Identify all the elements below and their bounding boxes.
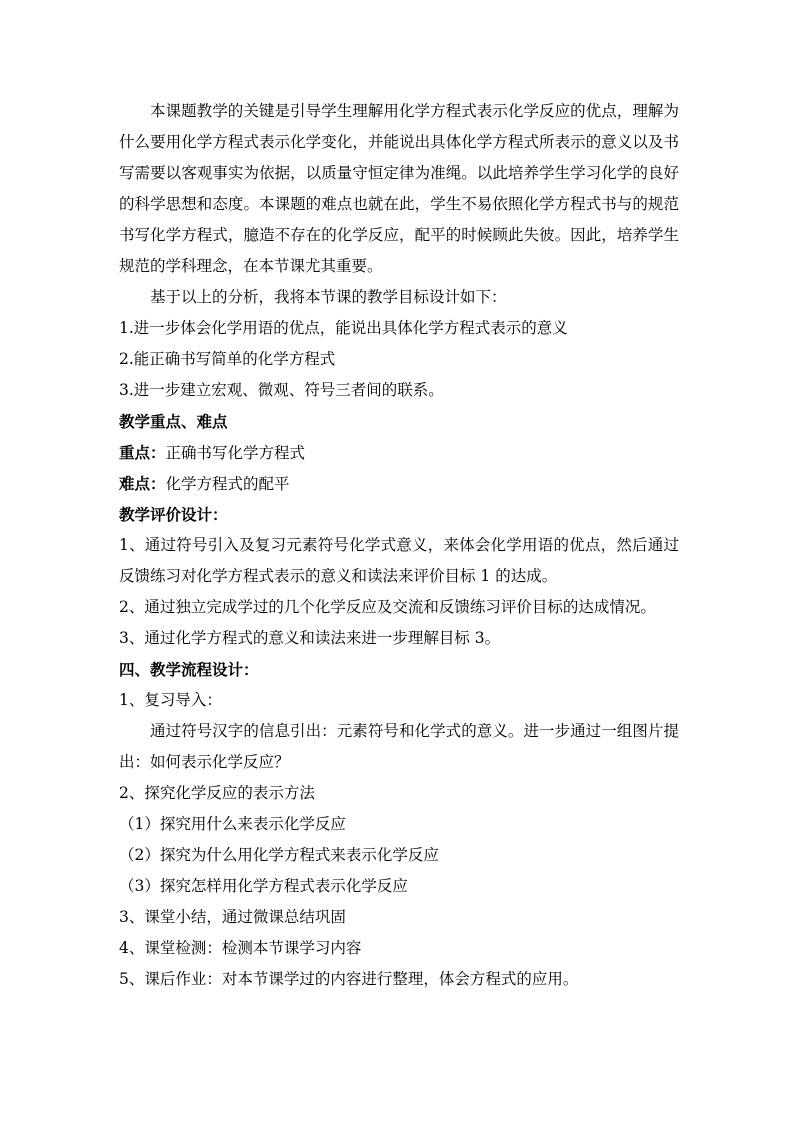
focus-label: 重点： [119, 443, 166, 462]
evaluation-item-2: 2、通过独立完成学过的几个化学反应及交流和反馈练习评价目标的达成情况。 [119, 598, 656, 616]
difficulty-label: 难点： [119, 474, 166, 493]
process-step-2: 2、探究化学反应的表示方法 [119, 784, 315, 802]
key-points-heading: 教学重点、难点 [119, 412, 228, 431]
process-step-4: 4、课堂检测：检测本节课学习内容 [119, 939, 362, 957]
evaluation-item-1: 1、通过符号引入及复习元素符号化学式意义，来体会化学用语的优点，然后通过反馈练习对化学方程式表示的意义和读法来评价目标 1 的达成。 [119, 536, 679, 585]
process-step-2-sub-2: （2）探究为什么用化学方程式来表示化学反应 [119, 846, 439, 864]
objectives-intro: 基于以上的分析，我将本节课的教学目标设计如下： [150, 288, 507, 306]
difficulty-line [119, 468, 679, 499]
process-step-2-sub-3: （3）探究怎样用化学方程式表示化学反应 [119, 877, 408, 895]
focus-line [119, 437, 679, 468]
intro-paragraph: 本课题教学的关键是引导学生理解用化学方程式表示化学反应的优点，理解为什么要用化学方程式表示化学变化，并能说出具体化学方程式所表示的意义以及书写需要以客观事实为依据，以质量守恒定律为准绳。以此培养学生学习化学的良好的科学思想和态度。本课题的难点也就在此，学生不易依照化学方程式书与的规范书写化学方程式，臆造不存在的化学反应，配平的时候顾此失彼。因此，培养学生规范的学科理念，在本节课尤其重要。 [119, 102, 679, 275]
objective-3: 3.进一步建立宏观、微观、符号三者间的联系。 [119, 381, 444, 399]
process-step-5: 5、课后作业：对本节课学过的内容进行整理，体会方程式的应用。 [119, 970, 579, 988]
process-step-3: 3、课堂小结，通过微课总结巩固 [119, 908, 346, 926]
document-page [119, 96, 679, 995]
evaluation-heading: 教学评价设计： [119, 505, 228, 524]
focus-text: 正确书写化学方程式 [165, 444, 306, 462]
process-step-1: 1、复习导入： [119, 691, 222, 709]
evaluation-item-3: 3、通过化学方程式的意义和读法来进一步理解目标 3。 [119, 629, 501, 647]
process-step-2-sub-1: （1）探究用什么来表示化学反应 [119, 815, 346, 833]
objective-1: 1.进一步体会化学用语的优点，能说出具体化学方程式表示的意义 [119, 319, 568, 337]
process-heading: 四、教学流程设计： [119, 660, 259, 679]
difficulty-text: 化学方程式的配平 [165, 475, 290, 493]
objective-2: 2.能正确书写简单的化学方程式 [119, 350, 336, 368]
process-step-1-detail: 通过符号汉字的信息引出：元素符号和化学式的意义。进一步通过一组图片提出：如何表示化学反应？ [119, 722, 679, 771]
